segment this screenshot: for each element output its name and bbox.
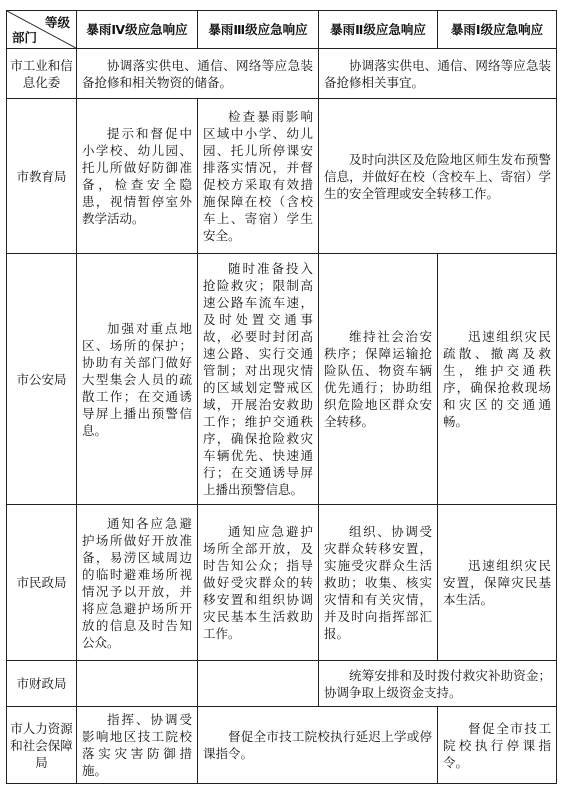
cell-caizheng-iii	[198, 661, 319, 707]
corner-level-label: 等级	[44, 15, 70, 30]
row-renshe	[7, 707, 557, 784]
dept-jiaoyu: 市教育局	[7, 99, 77, 254]
cell-gongan-ii: 维持社会治安秩序；保障运输抢险队伍、物资车辆优先通行；协助组织危险地区群众安全转移。	[319, 254, 438, 505]
row-minzheng	[7, 505, 557, 661]
cell-gongxin-ii-i: 协调落实供电、通信、网络等应急装备抢修相关事宜。	[319, 49, 557, 99]
cell-minzheng-ii: 组织、协调受灾群众转移安置，实施受灾群众生活救助；收集、核实灾情和有关灾情，并及时向指挥部汇报。	[319, 505, 438, 661]
header-row	[7, 11, 557, 49]
corner-header-cell	[7, 11, 77, 49]
cell-gongan-i: 迅速组织灾民疏散、撤离及救生，维护交通秩序，确保抢救现场和灾区的交通通畅。	[438, 254, 557, 505]
header-level-iii: 暴雨Ⅲ级应急响应	[198, 11, 319, 49]
cell-minzheng-iv: 通知各应急避护场所做好开放准备，易涝区域周边的临时避难场所视情况予以开放，并将应急避护场所开放的信息及时告知公众。	[77, 505, 198, 661]
row-jiaoyu	[7, 99, 557, 254]
header-level-ii: 暴雨Ⅱ级应急响应	[319, 11, 438, 49]
header-level-i: 暴雨Ⅰ级应急响应	[438, 11, 557, 49]
header-level-iv: 暴雨Ⅳ级应急响应	[77, 11, 198, 49]
cell-caizheng-ii-i: 统筹安排和及时拨付救灾补助资金；协调争取上级资金支持。	[319, 661, 557, 707]
cell-caizheng-iv	[77, 661, 198, 707]
cell-jiaoyu-ii-i: 及时向洪区及危险地区师生发布预警信息，并做好在校（含校车上、寄宿）学生的安全管理或安全转移工作。	[319, 99, 557, 254]
row-caizheng	[7, 661, 557, 707]
emergency-response-table	[6, 10, 557, 784]
cell-renshe-iii-ii: 督促全市技工院校执行延迟上学或停课指令。	[198, 707, 438, 784]
cell-jiaoyu-iv: 提示和督促中小学校、幼儿园、托儿所做好防御准备，检查安全隐患，视情暂停室外教学活动。	[77, 99, 198, 254]
cell-jiaoyu-iii: 检查暴雨影响区域中小学、幼儿园、托儿所停课安排落实情况，并督促校方采取有效措施保障在校（含校车上、寄宿）学生安全。	[198, 99, 319, 254]
dept-gongan: 市公安局	[7, 254, 77, 505]
dept-renshe: 市人力资源和社会保障局	[7, 707, 77, 784]
row-gongxin	[7, 49, 557, 99]
dept-gongxin: 市工业和信息化委	[7, 49, 77, 99]
cell-minzheng-iii: 通知应急避护场所全部开放，及时告知公众；指导做好受灾群众的转移安置和组织协调灾民基本生活救助工作。	[198, 505, 319, 661]
dept-caizheng: 市财政局	[7, 661, 77, 707]
cell-gongan-iii: 随时准备投入抢险救灾；限制高速公路车流车速，及时处置交通事故，必要时封闭高速公路、实行交通管制；对出现灾情的区域划定警戒区域，开展治安救助工作；维护交通秩序，确保抢险救灾车辆优先、快速通行；在交通诱导屏上播出预警信息。	[198, 254, 319, 505]
dept-minzheng: 市民政局	[7, 505, 77, 661]
row-gongan	[7, 254, 557, 505]
cell-minzheng-i: 迅速组织灾民安置，保障灾民基本生活。	[438, 505, 557, 661]
corner-dept-label: 部门	[12, 30, 38, 45]
cell-gongxin-iv-iii: 协调落实供电、通信、网络等应急装备抢修和相关物资的储备。	[77, 49, 319, 99]
cell-renshe-iv: 指挥、协调受影响地区技工院校落实灾害防御措施。	[77, 707, 198, 784]
cell-gongan-iv: 加强对重点地区、场所的保护；协助有关部门做好大型集会人员的疏散工作；在交通诱导屏上播出预警信息。	[77, 254, 198, 505]
cell-renshe-i: 督促全市技工院校执行停课指令。	[438, 707, 557, 784]
